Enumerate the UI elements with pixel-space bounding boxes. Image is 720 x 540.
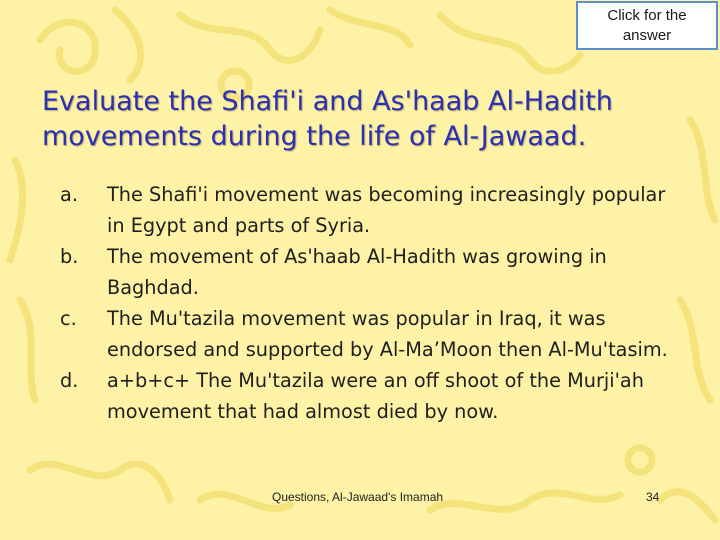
option-d — [60, 365, 680, 427]
option-letter: a. — [60, 183, 78, 206]
footer-title: Questions, Al-Jawaad's Imamah — [272, 490, 444, 504]
page-number: 34 — [646, 490, 660, 504]
option-text: The Mu'tazila movement was popular in Iraq, it was endorsed and supported by Al-Ma’Moon then Al-Mu'tasim. — [107, 307, 668, 361]
question-title-line2: movements during the life of Al-Jawaad. — [42, 121, 587, 152]
option-letter: d. — [60, 369, 79, 392]
option-text: a+b+c+ The Mu'tazila were an off shoot of the Murji'ah movement that had almost died by now. — [107, 369, 644, 423]
option-c — [60, 303, 680, 365]
question-title — [42, 84, 702, 154]
question-title-line1: Evaluate the Shafi'i and As'haab Al-Hadith — [42, 86, 613, 117]
option-text: The Shafi'i movement was becoming increasingly popular in Egypt and parts of Syria. — [107, 183, 666, 237]
option-text: The movement of As'haab Al-Hadith was growing in Baghdad. — [107, 245, 607, 299]
option-letter: c. — [60, 307, 77, 330]
option-b — [60, 241, 680, 303]
answer-options-list — [60, 179, 680, 427]
click-for-answer-button[interactable] — [576, 1, 718, 50]
answer-button-label-line2: answer — [622, 27, 672, 44]
option-a — [60, 179, 680, 241]
option-letter: b. — [60, 245, 79, 268]
answer-button-label-line1: Click for the — [607, 7, 687, 24]
